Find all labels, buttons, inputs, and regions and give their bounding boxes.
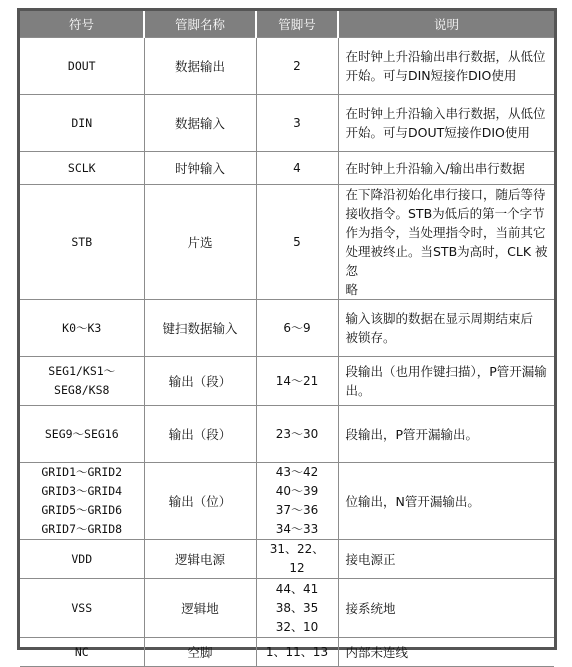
- table-row: [20, 152, 554, 185]
- description-cell: 内部未连线: [338, 638, 554, 667]
- pin-name-cell: 数据输入: [144, 95, 256, 152]
- pin-number-cell: 5: [256, 185, 338, 300]
- description-cell: 段输出（也用作键扫描），P管开漏输 出。: [338, 357, 554, 406]
- description-cell: 段输出，P管开漏输出。: [338, 406, 554, 463]
- table-row: [20, 406, 554, 463]
- pin-name-cell: 逻辑电源: [144, 540, 256, 579]
- pin-description-table: [20, 11, 554, 667]
- pin-name-cell: 时钟输入: [144, 152, 256, 185]
- pin-number-cell: 4: [256, 152, 338, 185]
- description-cell: 在下降沿初始化串行接口，随后等待 接收指令。STB为低后的第一个字节 作为指令，当处理指令时，当前其它 处理被终止。当STB为高时，CLK 被忽 略: [338, 185, 554, 300]
- pin-name-cell: 片选: [144, 185, 256, 300]
- symbol-cell: DOUT: [20, 38, 144, 95]
- symbol-cell: K0～K3: [20, 300, 144, 357]
- pin-name-cell: 数据输出: [144, 38, 256, 95]
- symbol-cell: GRID1～GRID2 GRID3～GRID4 GRID5～GRID6 GRID7～GRID8: [20, 463, 144, 540]
- description-cell: 在时钟上升沿输入/输出串行数据: [338, 152, 554, 185]
- table-row: [20, 95, 554, 152]
- pin-table-frame: [17, 8, 557, 660]
- table-row: [20, 463, 554, 540]
- table-row: [20, 579, 554, 638]
- table-row: [20, 638, 554, 667]
- symbol-cell: SEG1/KS1～ SEG8/KS8: [20, 357, 144, 406]
- pin-name-cell: 键扫数据输入: [144, 300, 256, 357]
- pin-number-cell: 31、22、12: [256, 540, 338, 579]
- pin-number-cell: 3: [256, 95, 338, 152]
- description-cell: 位输出，N管开漏输出。: [338, 463, 554, 540]
- header-pin-name: 管脚名称: [144, 11, 256, 38]
- description-cell: 在时钟上升沿输出串行数据，从低位 开始。可与DIN短接作DIO使用: [338, 38, 554, 95]
- header-symbol: 符号: [20, 11, 144, 38]
- table-row: [20, 300, 554, 357]
- pin-number-cell: 44、41 38、35 32、10: [256, 579, 338, 638]
- pin-number-cell: 2: [256, 38, 338, 95]
- table-row: [20, 38, 554, 95]
- pin-number-cell: 23～30: [256, 406, 338, 463]
- table-row: [20, 185, 554, 300]
- symbol-cell: NC: [20, 638, 144, 667]
- symbol-cell: SEG9～SEG16: [20, 406, 144, 463]
- header-description: 说明: [338, 11, 554, 38]
- symbol-cell: VSS: [20, 579, 144, 638]
- symbol-cell: STB: [20, 185, 144, 300]
- pin-name-cell: 输出（位）: [144, 463, 256, 540]
- pin-name-cell: 空脚: [144, 638, 256, 667]
- table-row: [20, 540, 554, 579]
- pin-number-cell: 14～21: [256, 357, 338, 406]
- description-cell: 输入该脚的数据在显示周期结束后 被锁存。: [338, 300, 554, 357]
- symbol-cell: SCLK: [20, 152, 144, 185]
- description-cell: 接电源正: [338, 540, 554, 579]
- pin-name-cell: 输出（段）: [144, 357, 256, 406]
- table-row: [20, 357, 554, 406]
- pin-name-cell: 逻辑地: [144, 579, 256, 638]
- header-pin-number: 管脚号: [256, 11, 338, 38]
- pin-name-cell: 输出（段）: [144, 406, 256, 463]
- pin-number-cell: 1、11、13: [256, 638, 338, 667]
- pin-number-cell: 6～9: [256, 300, 338, 357]
- description-cell: 在时钟上升沿输入串行数据，从低位 开始。可与DOUT短接作DIO使用: [338, 95, 554, 152]
- pin-number-cell: 43～42 40～39 37～36 34～33: [256, 463, 338, 540]
- description-cell: 接系统地: [338, 579, 554, 638]
- symbol-cell: VDD: [20, 540, 144, 579]
- symbol-cell: DIN: [20, 95, 144, 152]
- table-header-row: [20, 11, 554, 38]
